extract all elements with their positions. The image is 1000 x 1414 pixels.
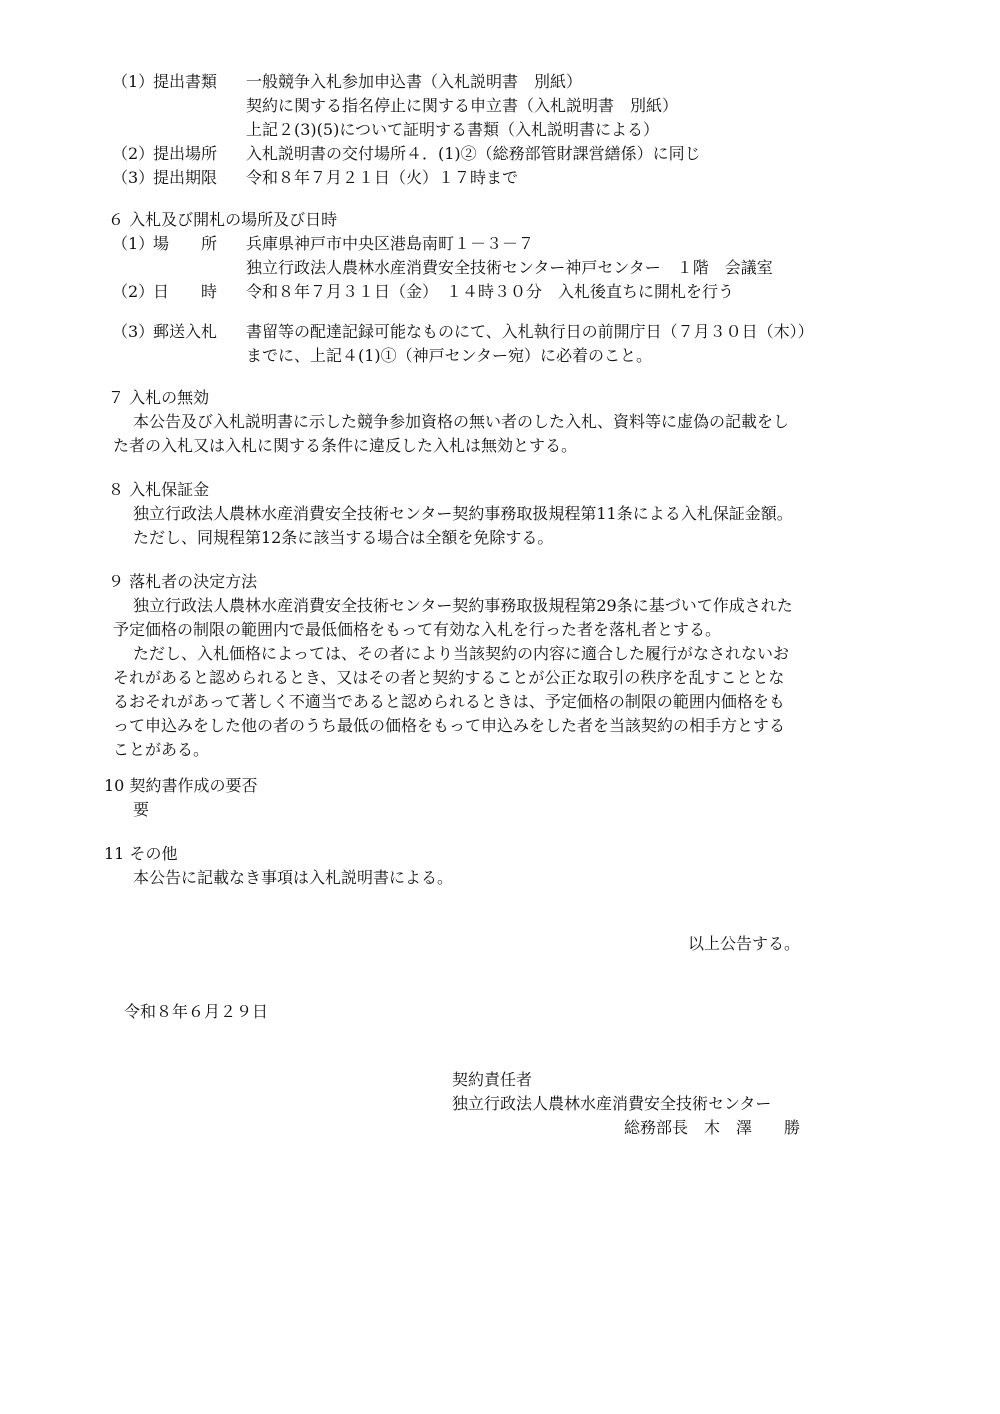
closing-statement: 以上公告する。 (688, 934, 801, 953)
section-9-line-2: 予定価格の制限の範囲内で最低価格をもって有効な入札を行った者を落札者とする。 (113, 620, 722, 639)
section-6-item-3-label: 郵送入札 (153, 322, 218, 341)
section-11-content: 本公告に記載なき事項は入札説明書による。 (133, 868, 454, 887)
signature-title: 契約責任者 (452, 1070, 533, 1089)
submission-item-2-num: （2） (112, 144, 155, 163)
section-8-heading: ８ 入札保証金 (108, 480, 210, 499)
section-6-item-1-line-2: 独立行政法人農林水産消費安全技術センター神戸センター １階 会議室 (246, 258, 773, 277)
section-9-line-4: それがあると認められるとき、又はその者と契約することが公正な取引の秩序を乱すこととな (113, 668, 785, 687)
section-7-heading: ７ 入札の無効 (108, 388, 210, 407)
section-8-line-2: ただし、同規程第12条に該当する場合は全額を免除する。 (133, 528, 554, 547)
section-6-item-1-num: （1） (112, 234, 155, 253)
notice-date: 令和８年６月２９日 (124, 1002, 269, 1021)
section-6-heading: ６ 入札及び開札の場所及び日時 (108, 210, 338, 229)
signature-organization: 独立行政法人農林水産消費安全技術センター (452, 1094, 772, 1113)
section-6-item-3-line-2: までに、上記４(1)①（神戸センター宛）に必着のこと。 (246, 346, 653, 365)
section-9-heading: ９ 落札者の決定方法 (108, 572, 258, 591)
section-9-line-7: ことがある。 (113, 740, 210, 759)
section-7-line-2: た者の入札又は入札に関する条件に違反した入札は無効とする。 (113, 436, 578, 455)
submission-item-2-label: 提出場所 (153, 144, 218, 163)
section-6-item-3-num: （3） (112, 322, 155, 341)
section-9-line-1: 独立行政法人農林水産消費安全技術センター契約事務取扱規程第29条に基づいて作成された (133, 596, 793, 615)
section-10-content: 要 (133, 800, 150, 819)
section-7-line-1: 本公告及び入札説明書に示した競争参加資格の無い者のした入札、資料等に虚偽の記載をし (133, 412, 790, 431)
submission-item-3-line-1: 令和８年７月２１日（火）１７時まで (246, 168, 519, 187)
submission-item-1-line-1: 一般競争入札参加申込書（入札説明書 別紙） (246, 72, 583, 91)
submission-item-1-line-3: 上記２(3)(5)について証明する書類（入札説明書による） (246, 120, 660, 139)
section-8-line-1: 独立行政法人農林水産消費安全技術センター契約事務取扱規程第11条による入札保証金額。 (133, 504, 793, 523)
section-9-line-6: って申込みをした他の者のうち最低の価格をもって申込みをした者を当該契約の相手方とする (113, 716, 786, 735)
submission-item-1-line-2: 契約に関する指名停止に関する申立書（入札説明書 別紙） (246, 96, 679, 115)
section-9-line-3: ただし、入札価格によっては、その者により当該契約の内容に適合した履行がなされないお (133, 644, 790, 663)
section-6-item-1-line-1: 兵庫県神戸市中央区港島南町１－３－７ (246, 234, 535, 253)
section-6-item-3-line-1: 書留等の配達記録可能なものにて、入札執行日の前開庁日（７月３０日（木）） (246, 322, 814, 341)
submission-item-3-num: （3） (112, 168, 155, 187)
signature-name: 総務部長 木 澤 勝 (624, 1118, 801, 1137)
section-6-item-2-num: （2） (112, 282, 155, 301)
submission-item-3-label: 提出期限 (153, 168, 218, 187)
section-10-heading: 10 契約書作成の要否 (104, 776, 258, 795)
section-9-line-5: るおそれがあって著しく不適当であると認められるときは、予定価格の制限の範囲内価格をも (113, 692, 785, 711)
submission-item-1-num: （1） (112, 72, 155, 91)
section-6-item-2-line-1: 令和８年７月３１日（金） １４時３０分 入札後直ちに開札を行う (246, 282, 735, 301)
section-6-item-2-label: 日 時 (153, 282, 218, 301)
section-6-item-1-label: 場 所 (153, 234, 218, 253)
section-11-heading: 11 その他 (104, 844, 178, 863)
submission-item-1-label: 提出書類 (153, 72, 218, 91)
submission-item-2-line-1: 入札説明書の交付場所４．(1)②（総務部管財課営繕係）に同じ (246, 144, 701, 163)
